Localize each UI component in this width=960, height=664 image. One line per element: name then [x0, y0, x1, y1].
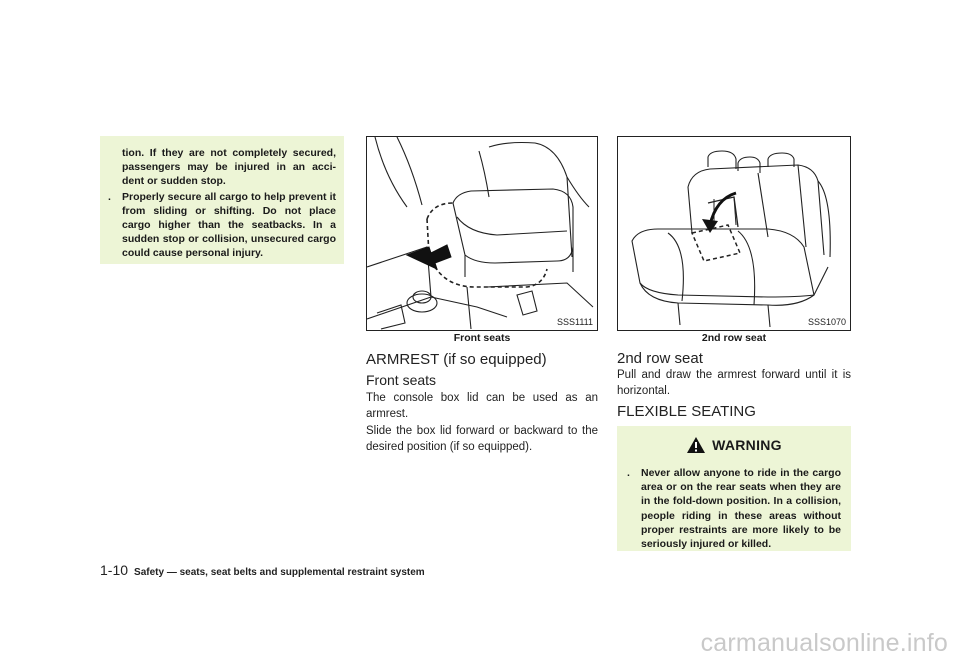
warning-bullet-cargo — [108, 190, 336, 261]
warning-bullet-text: Properly secure all cargo to help prevent it from sliding or shifting. Do not place cargo higher than the seatbacks. In a sudden stop or collision, unsecured cargo could cause personal injury. — [122, 190, 336, 260]
figure-code: SSS1070 — [807, 317, 846, 327]
section-title: Safety — seats, seat belts and supplemental restraint system — [134, 567, 425, 578]
figure-code: SSS1111 — [556, 317, 593, 327]
console-armrest-illustration — [367, 137, 597, 330]
warning-title: WARNING — [712, 437, 782, 453]
figure-caption-front-seats: Front seats — [453, 332, 511, 344]
warning-continued-text: tion. If they are not completely secured, passengers may be injured in an acci- dent or sudden stop. — [122, 147, 336, 188]
bullet-dot: . — [108, 190, 111, 203]
warning-header — [627, 434, 841, 456]
warning-bullet-text: Never allow anyone to ride in the cargo area or on the rear seats when they are in the fold-down position. In a collision, people riding in these areas without proper restraints are more likely to be seriously injured or killed. — [641, 467, 841, 551]
page-footer — [100, 562, 425, 578]
figure-front-seats — [366, 136, 598, 331]
slide-arrow — [407, 245, 451, 269]
paragraph-console-lid: The console box lid can be used as an armrest. — [366, 392, 598, 420]
bullet-dot: . — [627, 467, 630, 479]
warning-bullet-fold-down — [627, 466, 841, 551]
section-heading-flexible-seating: FLEXIBLE SEATING — [617, 403, 756, 420]
figure-second-row-seat — [617, 136, 851, 331]
subheading-front-seats: Front seats — [366, 372, 437, 388]
page-number: 1-10 — [100, 562, 129, 578]
warning-box-flexible-seating — [617, 426, 851, 551]
paragraph-slide-lid: Slide the box lid forward or backward to the desired position (if so equipped). — [366, 425, 598, 453]
section-heading-armrest: ARMREST (if so equipped) — [366, 351, 547, 368]
figure-caption-second-row: 2nd row seat — [701, 332, 767, 344]
warning-box-continued — [100, 136, 344, 264]
section-heading-second-row: 2nd row seat — [617, 350, 703, 367]
warning-triangle-icon — [686, 436, 706, 454]
paragraph-pull-armrest: Pull and draw the armrest forward until it is horizontal. — [617, 369, 851, 397]
rear-seat-illustration — [618, 137, 850, 330]
watermark: carmanualsonline.info — [700, 629, 948, 657]
